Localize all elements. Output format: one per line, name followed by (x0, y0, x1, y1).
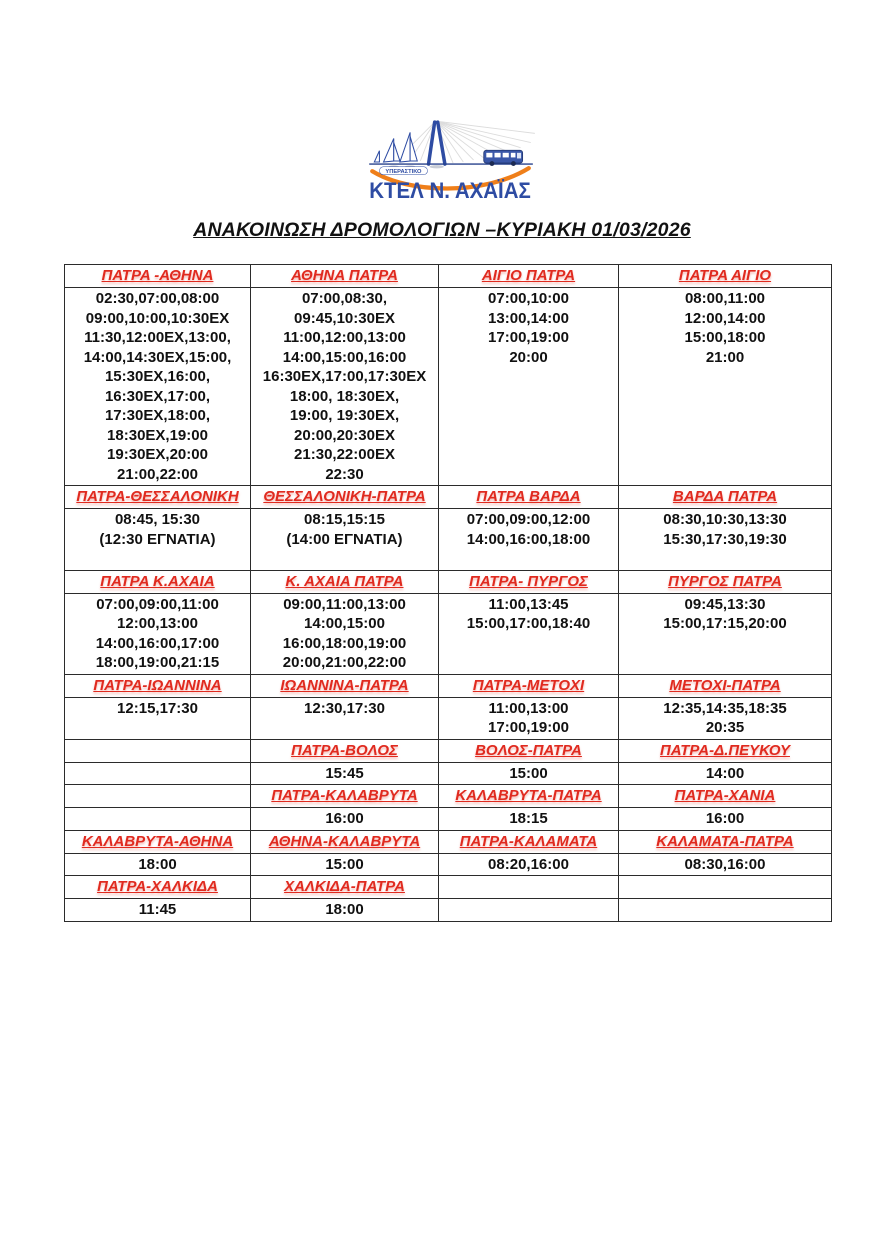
route-name: ΑΘΗΝΑ-ΚΑΛΑΒΡΥΤΑ (268, 832, 421, 850)
route-header-row (65, 265, 832, 288)
route-header-row (65, 830, 832, 853)
times-cell (439, 808, 619, 831)
route-header-cell (251, 570, 439, 593)
times-line: 15:00 (325, 855, 364, 873)
times-line: 18:15 (509, 810, 548, 827)
times-cell (619, 288, 832, 486)
route-name: ΠΑΤΡΑ ΑΙΓΙΟ (678, 267, 772, 284)
route-header-cell (65, 265, 251, 288)
route-header-cell (251, 830, 439, 853)
times-cell (65, 288, 251, 486)
times-row (65, 899, 832, 922)
times-cell (251, 288, 439, 486)
route-name: ΧΑΛΚΙΔΑ-ΠΑΤΡΑ (284, 878, 405, 895)
times-line: 09:00,10:00,10:30EX (85, 309, 230, 327)
times-line (67, 549, 248, 569)
times-line: 14:00,14:30EX,15:00, (83, 348, 232, 366)
logo-graphic (363, 116, 537, 206)
route-header-cell (619, 830, 832, 853)
times-line: 21:30,22:00EX (294, 446, 395, 463)
times-cell (251, 593, 439, 674)
times-row (65, 697, 832, 739)
route-name: ΒΑΡΔΑ ΠΑΤΡΑ (672, 488, 778, 505)
times-cell (439, 288, 619, 486)
times-line: 15:30EX,16:00, (104, 368, 211, 385)
times-cell (65, 697, 251, 739)
times-cell (439, 853, 619, 876)
route-header-cell (619, 674, 832, 697)
times-line: 14:00,16:00,17:00 (95, 634, 220, 652)
times-cell (65, 899, 251, 922)
route-name: ΠΑΤΡΑ-ΒΟΛΟΣ (291, 741, 398, 759)
times-line: 12:00,13:00 (117, 615, 198, 632)
route-name: ΑΘΗΝΑ ΠΑΤΡΑ (291, 267, 398, 284)
route-header-cell (619, 265, 832, 288)
times-line: 18:00,19:00,21:15 (95, 654, 220, 671)
route-name: ΚΑΛΑΜΑΤΑ-ΠΑΤΡΑ (656, 832, 794, 850)
times-cell (439, 593, 619, 674)
times-line: 21:00 (705, 348, 745, 366)
times-row (65, 853, 832, 876)
times-line: 19:30EX,20:00 (107, 446, 208, 463)
times-line: 20:00,20:30EX (294, 426, 395, 444)
route-name: ΙΩΑΝΝΙΝΑ-ΠΑΤΡΑ (280, 676, 409, 694)
times-cell (65, 853, 251, 876)
route-header-row (65, 674, 832, 697)
route-header-row (65, 785, 832, 808)
times-line: 11:00,13:00 (488, 699, 569, 717)
times-line: (14:00 ΕΓΝΑΤΙΑ) (286, 530, 403, 548)
times-line: 09:45,13:30 (684, 595, 766, 613)
route-header-cell (619, 739, 832, 762)
times-line: 19:00, 19:30EX, (289, 407, 400, 424)
route-name: ΒΟΛΟΣ-ΠΑΤΡΑ (475, 741, 582, 759)
times-cell (251, 762, 439, 785)
times-line: (12:30 ΕΓΝΑΤΙΑ) (99, 530, 216, 548)
times-cell (251, 509, 439, 571)
times-line: 20:35 (705, 719, 745, 736)
times-line: 20:00 (509, 348, 548, 366)
times-line: 08:30,10:30,13:30 (663, 511, 787, 528)
times-line: 07:00,09:00,12:00 (466, 511, 591, 528)
times-line: 18:00 (325, 901, 364, 918)
times-cell (619, 899, 832, 922)
times-row (65, 593, 832, 674)
times-line: 16:30EX,17:00, (104, 387, 211, 405)
route-name: ΠΑΤΡΑ ΒΑΡΔΑ (476, 488, 581, 505)
times-row (65, 288, 832, 486)
times-line: 11:00,13:45 (488, 595, 569, 613)
schedule-table-body (65, 265, 832, 922)
route-name: ΠΑΤΡΑ-ΜΕΤΟΧΙ (472, 676, 585, 694)
times-row (65, 509, 832, 571)
times-line: 13:00,14:00 (488, 309, 569, 327)
ktel-achaia-logo (363, 116, 537, 206)
times-line: 14:00 (705, 764, 745, 782)
times-line: 14:00,15:00 (304, 615, 385, 632)
route-header-cell (65, 876, 251, 899)
times-cell (439, 762, 619, 785)
times-line: 15:00,18:00 (684, 329, 766, 346)
times-line: 08:30,16:00 (684, 855, 766, 873)
route-header-cell (439, 265, 619, 288)
route-header-cell (251, 739, 439, 762)
times-line: 16:00 (705, 810, 745, 827)
times-line: 20:00,21:00,22:00 (282, 654, 407, 671)
times-line: 07:00,08:30, (301, 290, 388, 307)
route-name: ΠΑΤΡΑ -ΑΘΗΝΑ (101, 267, 214, 284)
logo-main-text: ΚΤΕΛ Ν. ΑΧΑΪΑΣ (369, 177, 531, 203)
route-header-cell (65, 739, 251, 762)
times-line: 14:00,15:00,16:00 (282, 348, 407, 366)
times-line: 16:30EX,17:00,17:30EX (262, 368, 427, 385)
route-name: ΠΑΤΡΑ Κ.ΑΧΑΙΑ (100, 572, 215, 590)
route-header-cell (65, 486, 251, 509)
times-cell (251, 899, 439, 922)
route-header-cell (619, 570, 832, 593)
route-name: Κ. ΑΧΑΙΑ ΠΑΤΡΑ (285, 572, 404, 590)
times-line: 15:00 (509, 764, 548, 782)
route-header-cell (251, 876, 439, 899)
times-line: 18:00 (138, 855, 177, 873)
times-cell (619, 762, 832, 785)
times-line: 17:00,19:00 (488, 719, 569, 736)
times-line: 11:00,12:00,13:00 (283, 329, 406, 346)
route-name: ΠΑΤΡΑ-ΧΑΛΚΙΔΑ (97, 878, 218, 895)
times-line: 17:30EX,18:00, (104, 407, 211, 424)
times-line: 16:00 (325, 810, 364, 827)
times-line: 07:00,09:00,11:00 (96, 595, 219, 613)
times-line: 12:15,17:30 (117, 699, 198, 717)
route-header-cell (251, 674, 439, 697)
times-cell (619, 509, 832, 571)
route-header-cell (65, 570, 251, 593)
route-header-cell (65, 674, 251, 697)
times-line: 08:00,11:00 (684, 290, 766, 307)
route-header-row (65, 570, 832, 593)
route-header-cell (619, 785, 832, 808)
route-header-cell (65, 785, 251, 808)
route-header-cell (439, 486, 619, 509)
route-name: ΘΕΣΣΑΛΟΝΙΚΗ-ΠΑΤΡΑ (263, 488, 426, 505)
times-line: 02:30,07:00,08:00 (95, 290, 220, 307)
times-line: 09:45,10:30EX (294, 309, 395, 327)
times-line: 18:00, 18:30EX, (289, 387, 400, 405)
times-line: 21:00,22:00 (117, 465, 198, 483)
times-cell (619, 697, 832, 739)
route-header-row (65, 486, 832, 509)
times-line: 17:00,19:00 (488, 329, 569, 346)
logo-top-text: ΥΠΕΡΑΣΤΙΚΟ (385, 169, 422, 176)
times-cell (439, 697, 619, 739)
times-cell (65, 593, 251, 674)
route-name: ΚΑΛΑΒΡΥΤΑ-ΑΘΗΝΑ (81, 832, 234, 850)
route-header-row (65, 739, 832, 762)
route-name: ΠΑΤΡΑ-ΚΑΛΑΜΑΤΑ (459, 832, 598, 850)
schedule-table (64, 264, 832, 922)
times-cell (251, 808, 439, 831)
times-cell (65, 808, 251, 831)
times-line: 08:20,16:00 (488, 855, 569, 873)
times-cell (439, 899, 619, 922)
times-line: 11:45 (138, 901, 177, 918)
route-header-cell (251, 265, 439, 288)
times-line: 07:00,10:00 (488, 290, 569, 307)
times-line: 09:00,11:00,13:00 (283, 595, 406, 613)
route-name: ΠΑΤΡΑ-Δ.ΠΕΥΚΟΥ (660, 741, 790, 759)
route-name: ΠΑΤΡΑ-ΙΩΑΝΝΙΝΑ (93, 676, 222, 694)
route-name: ΠΥΡΓΟΣ ΠΑΤΡΑ (668, 572, 782, 590)
route-header-cell (439, 570, 619, 593)
times-line: 11:30,12:00EX,13:00, (84, 329, 231, 346)
times-line: 22:30 (325, 465, 364, 483)
times-line: 12:35,14:35,18:35 (663, 699, 787, 717)
times-cell (619, 593, 832, 674)
times-cell (251, 697, 439, 739)
route-name: ΠΑΤΡΑ-ΘΕΣΣΑΛΟΝΙΚΗ (76, 488, 239, 505)
route-header-cell (251, 486, 439, 509)
sailboats-icon (374, 132, 417, 162)
route-header-cell (439, 876, 619, 899)
times-row (65, 808, 832, 831)
route-header-cell (619, 876, 832, 899)
route-name: ΑΙΓΙΟ ΠΑΤΡΑ (481, 267, 576, 284)
times-line: 12:30,17:30 (304, 699, 385, 717)
times-line: 16:00,18:00,19:00 (282, 634, 407, 652)
times-line: 12:00,14:00 (684, 309, 766, 327)
route-header-cell (251, 785, 439, 808)
page-title: ΑΝΑΚΟΙΝΩΣΗ ΔΡΟΜΟΛΟΓΙΩΝ –ΚΥΡΙΑΚΗ 01/03/2026 (193, 219, 691, 241)
times-cell (65, 509, 251, 571)
times-line: 15:30,17:30,19:30 (663, 530, 787, 548)
times-line: 15:00,17:00,18:40 (466, 615, 591, 632)
route-header-cell (439, 830, 619, 853)
route-name: ΜΕΤΟΧΙ-ΠΑΤΡΑ (669, 676, 781, 694)
times-line: 08:15,15:15 (304, 511, 385, 528)
times-row (65, 762, 832, 785)
route-header-cell (439, 674, 619, 697)
route-header-cell (439, 785, 619, 808)
route-name: ΠΑΤΡΑ-ΚΑΛΑΒΡΥΤΑ (271, 787, 418, 804)
route-header-cell (65, 830, 251, 853)
times-line: 08:45, 15:30 (114, 511, 201, 528)
route-header-cell (619, 486, 832, 509)
times-cell (439, 509, 619, 571)
route-name: ΚΑΛΑΒΡΥΤΑ-ΠΑΤΡΑ (455, 787, 602, 804)
times-cell (251, 853, 439, 876)
times-line: 18:30EX,19:00 (107, 426, 208, 444)
times-cell (65, 762, 251, 785)
route-header-row (65, 876, 832, 899)
route-name: ΠΑΤΡΑ- ΠΥΡΓΟΣ (469, 572, 588, 590)
route-header-cell (439, 739, 619, 762)
route-name: ΠΑΤΡΑ-ΧΑΝΙΑ (674, 787, 776, 804)
times-cell (619, 853, 832, 876)
times-cell (619, 808, 832, 831)
times-line: 15:00,17:15,20:00 (663, 615, 787, 632)
times-line: 15:45 (325, 764, 364, 782)
times-line: 14:00,16:00,18:00 (466, 530, 591, 548)
